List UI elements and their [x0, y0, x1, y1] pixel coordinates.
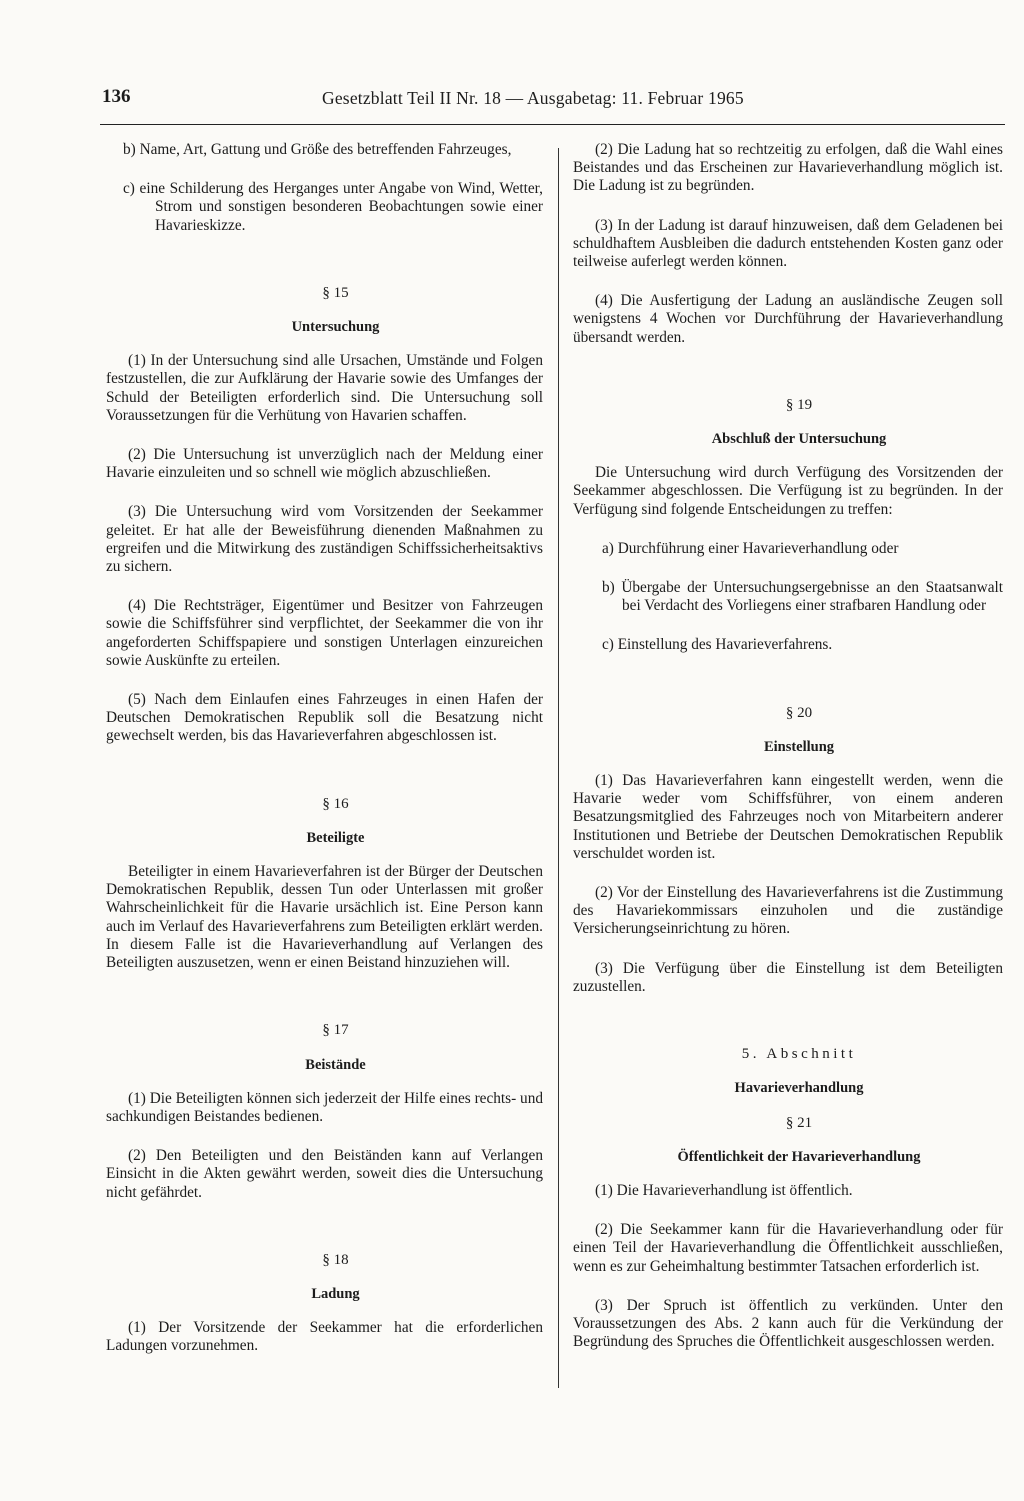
section-20-paragraph-3: (3) Die Verfügung über die Einstellung ist dem Beteiligten zuzustellen.: [573, 959, 1003, 995]
section-16-paragraph-1: Beteiligter in einem Havarieverfahren ist der Bürger der Deutschen Demokratischen Republik, dessen Tun oder Unterlassen mit großer Wahrscheinlichkeit für die Havarie ursächlich ist. Eine Person kann auch im Verlauf des Havarieverfahrens zum Beteiligten erklärt werden. In diesem Falle ist die Havarieverhandlung auf Verlangen des Beteiligten auszusetzen, wenn er einen Beistand hinzuziehen will.: [106, 863, 543, 972]
list-item-b: b) Name, Art, Gattung und Größe des betreffenden Fahrzeuges,: [123, 141, 512, 158]
section-16-heading: § 16: [322, 795, 349, 812]
section-15-paragraph-3: (3) Die Untersuchung wird vom Vorsitzenden der Seekammer geleitet. Er hat alle der Beweisführung dienenden Maßnahmen zu ergreifen und die Mitwirkung des zuständigen Schiffssicherheitsaktivs zu sichern.: [106, 503, 543, 576]
section-21-heading: § 21: [785, 1114, 813, 1131]
section-17-heading: § 17: [322, 1022, 349, 1039]
section-18-heading: § 18: [322, 1251, 349, 1268]
section-17-paragraph-1: (1) Die Beteiligten können sich jederzeit der Hilfe eines rechts- und sachkundigen Beistandes bedienen.: [106, 1089, 543, 1125]
section-19-item-a: a) Durchführung einer Havarieverhandlung oder: [602, 539, 899, 557]
section-15-title: Untersuchung: [291, 319, 380, 336]
section-20-paragraph-2: (2) Vor der Einstellung des Havarieverfahrens ist die Zustimmung des Havariekommissars einzuholen und die zuständige Versicherungseinrichtung zu hören.: [573, 884, 1003, 938]
section-21-title: Öffentlichkeit der Havarieverhandlung: [677, 1148, 921, 1165]
section-21-paragraph-1: (1) Die Havarieverhandlung ist öffentlich.: [595, 1181, 853, 1199]
section-15-paragraph-5: (5) Nach dem Einlaufen eines Fahrzeuges in einen Hafen der Deutschen Demokratischen Republik soll die Besatzung nicht gewechselt werden, bis das Havarieverfahren abgeschlossen ist.: [106, 691, 543, 745]
page-header: [100, 86, 1005, 125]
section-18-paragraph-4: (4) Die Ausfertigung der Ladung an ausländische Zeugen soll wenigstens 4 Wochen vor Durchführung der Havarieverhandlung übersandt werden.: [573, 292, 1003, 346]
section-18-paragraph-3: (3) In der Ladung ist darauf hinzuweisen, daß dem Geladenen bei schuldhaftem Ausbleiben die dadurch entstehenden Kosten ganz oder teilweise auferlegt werden können.: [573, 216, 1003, 271]
section-20-title: Einstellung: [763, 738, 835, 755]
section-20-heading: § 20: [785, 704, 813, 721]
section-15-paragraph-4: (4) Die Rechtsträger, Eigentümer und Besitzer von Fahrzeugen sowie die Schiffsführer sind verpflichtet, der Seekammer die von ihr angeforderten Schiffspapiere und sonstigen Unterlagen einzureichen sowie Auskünfte zu erteilen.: [106, 597, 543, 669]
section-19-title: Abschluß der Untersuchung: [711, 431, 887, 448]
section-18-paragraph-1: (1) Der Vorsitzende der Seekammer hat die erforderlichen Ladungen vorzunehmen.: [106, 1319, 543, 1355]
right-column: [573, 141, 1003, 1351]
section-15-paragraph-1: (1) In der Untersuchung sind alle Ursachen, Umstände und Folgen festzustellen, die zur Aufklärung der Havarie sowie des Umfanges der Schuld der Beteiligten erforderlich sind. Die Untersuchung soll Voraussetzungen für die Verhütung von Havarien schaffen.: [106, 352, 543, 424]
abschnitt-5-heading: 5. Abschnitt: [741, 1046, 857, 1063]
section-19-heading: § 19: [785, 396, 813, 413]
column-divider: [558, 148, 559, 1388]
section-21-paragraph-2: (2) Die Seekammer kann für die Havarieverhandlung oder für einen Teil der Havarieverhandlung die Öffentlichkeit ausschließen, wenn es zur Geheimhaltung bestimmter Tatsachen erforderlich ist.: [573, 1221, 1003, 1275]
section-19-item-b: b) Übergabe der Untersuchungsergebnisse an den Staatsanwalt bei Verdacht des Vorliegens einer strafbaren Handlung oder: [602, 579, 1003, 615]
section-21-paragraph-3: (3) Der Spruch ist öffentlich zu verkünden. Unter den Voraussetzungen des Abs. 2 kann auch für die Verkündung der Begründung des Spruches die Öffentlichkeit ausgeschlossen werden.: [573, 1296, 1003, 1351]
section-20-paragraph-1: (1) Das Havarieverfahren kann eingestellt werden, wenn die Havarie weder vom Schiffsführer, von einem anderen Besatzungsmitglied des Fahrzeuges noch von Mitarbeitern anderer Institutionen und Betriebe der Deutschen Demokratischen Republik verschuldet worden ist.: [573, 772, 1003, 862]
section-19-paragraph-1: Die Untersuchung wird durch Verfügung des Vorsitzenden der Seekammer abgeschlossen. Die Verfügung ist zu begründen. In der Verfügung sind folgende Entscheidungen zu treffen:: [573, 464, 1003, 518]
abschnitt-5-title: Havarieverhandlung: [734, 1080, 864, 1097]
list-item-c: c) eine Schilderung des Herganges unter Angabe von Wind, Wetter, Strom und sonstigen besonderen Beobachtungen sowie einer Havarieskizze.: [123, 180, 543, 234]
section-17-title: Beistände: [305, 1056, 366, 1073]
section-15-heading: § 15: [322, 284, 349, 301]
section-17-paragraph-2: (2) Den Beteiligten und den Beiständen kann auf Verlangen Einsicht in die Akten gewährt werden, soweit dies die Untersuchung nicht gefährdet.: [106, 1147, 543, 1201]
section-18-paragraph-2: (2) Die Ladung hat so rechtzeitig zu erfolgen, daß die Wahl eines Beistandes und das Erscheinen zur Havarieverhandlung möglich ist. Die Ladung ist zu begründen.: [573, 141, 1003, 195]
section-18-title: Ladung: [311, 1285, 360, 1302]
page-number: 136: [102, 86, 131, 107]
left-column: [106, 141, 543, 1356]
section-19-item-c: c) Einstellung des Havarieverfahrens.: [602, 636, 833, 654]
section-15-paragraph-2: (2) Die Untersuchung ist unverzüglich nach der Meldung einer Havarie einzuleiten und so schnell wie möglich abzuschließen.: [106, 446, 543, 482]
section-16-title: Beteiligte: [306, 829, 365, 846]
header-title: Gesetzblatt Teil II Nr. 18 — Ausgabetag: 11. Februar 1965: [322, 88, 744, 108]
